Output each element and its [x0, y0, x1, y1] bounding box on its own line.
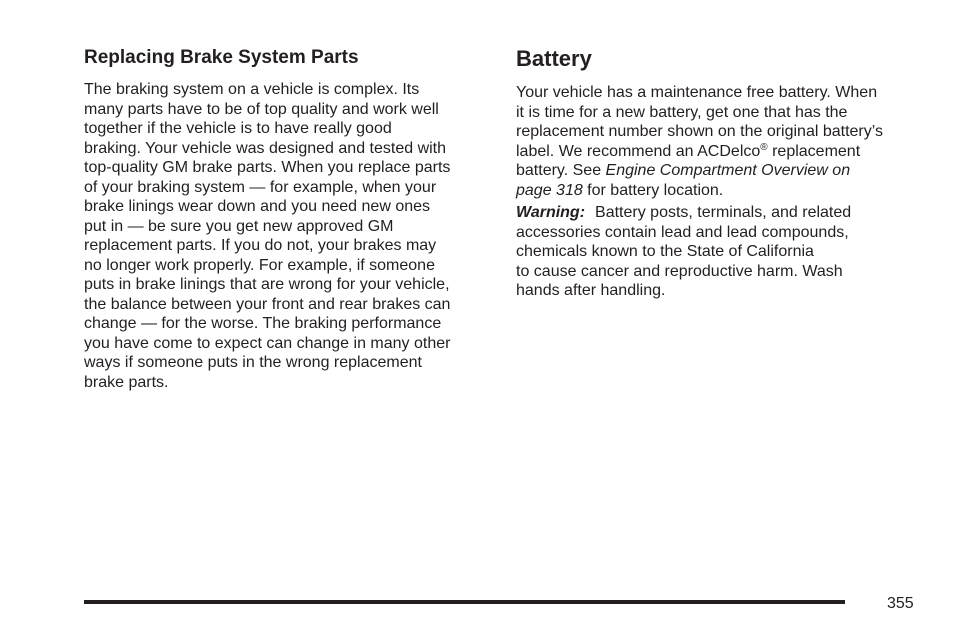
text-line: the balance between your front and rear brakes can [84, 295, 451, 313]
text-line: Your vehicle has a maintenance free battery. When [516, 84, 878, 101]
text-line [516, 203, 920, 223]
text-line [516, 142, 920, 162]
text-line: many parts have to be of top quality and work well [84, 100, 439, 118]
battery-paragraph [516, 83, 920, 200]
text-run: for battery location. [582, 181, 724, 199]
cross-reference-link[interactable]: Engine Compartment Overview on [605, 162, 851, 179]
text-line: it is time for a new battery, get one that has the [516, 103, 848, 121]
cross-reference-page[interactable]: page 318 [516, 181, 583, 199]
text-line: together if the vehicle is to have really good [84, 120, 392, 137]
text-line: brake linings wear down and you need new ones [84, 198, 431, 215]
text-line: The braking system on a vehicle is complex. Its [84, 81, 420, 98]
warning-label: Warning: [516, 204, 586, 221]
text-run: label. We recommend an ACDelco [516, 142, 761, 160]
text-run: battery. See [516, 162, 606, 179]
section-heading-brake-parts: Replacing Brake System Parts [84, 47, 359, 68]
text-line: top-quality GM brake parts. When you replace parts [84, 159, 451, 176]
text-run: replacement [767, 142, 861, 160]
text-line [516, 161, 920, 181]
warning-paragraph [516, 203, 920, 301]
text-line: ways if someone puts in the wrong replacement [84, 354, 422, 371]
text-line: hands after handling. [516, 282, 666, 299]
text-line: brake parts. [84, 373, 169, 391]
text-line: put in — be sure you get new approved GM [84, 217, 394, 235]
registered-mark: ® [760, 141, 768, 153]
text-line: chemicals known to the State of California [516, 243, 814, 260]
page-number: 355 [887, 595, 914, 612]
text-line: puts in brake linings that are wrong for your vehicle, [84, 276, 450, 293]
text-line: change — for the worse. The braking performance [84, 315, 442, 332]
brake-parts-paragraph [84, 80, 488, 392]
text-line: accessories contain lead and lead compounds, [516, 223, 849, 241]
text-run: Battery posts, terminals, and related [595, 204, 852, 221]
text-line: replacement number shown on the original battery’s [516, 123, 884, 140]
text-line: no longer work properly. For example, if someone [84, 256, 435, 274]
text-line: replacement parts. If you do not, your brakes may [84, 237, 437, 254]
text-line: of your braking system — for example, when your [84, 178, 437, 196]
section-heading-battery: Battery [516, 46, 592, 71]
text-line: to cause cancer and reproductive harm. Wash [516, 262, 843, 280]
footer-rule [84, 600, 845, 604]
text-line: you have come to expect can change in many other [84, 334, 451, 352]
text-line: braking. Your vehicle was designed and tested with [84, 139, 447, 157]
text-line [516, 181, 920, 201]
